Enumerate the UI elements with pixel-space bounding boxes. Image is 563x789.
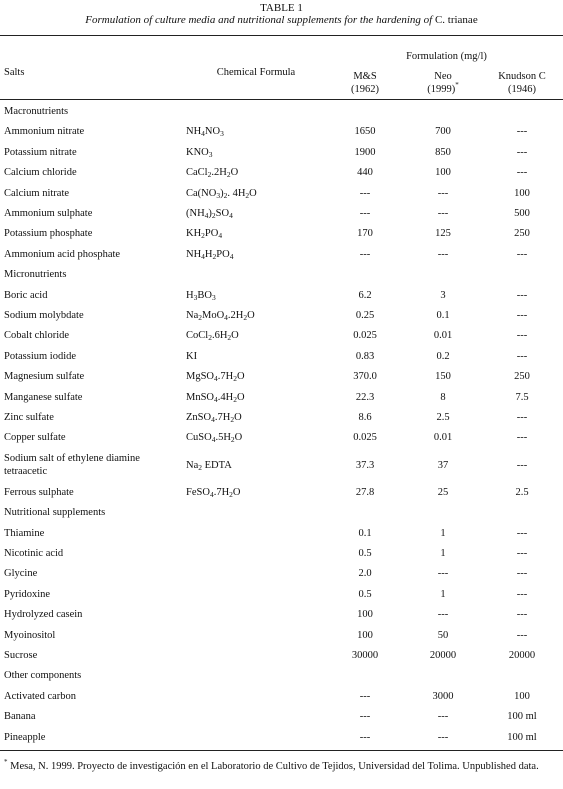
footnote-mark: * — [4, 758, 8, 766]
row-value-ms: 100 — [357, 609, 373, 621]
caption-species: C. trianae — [434, 14, 478, 26]
table-title: TABLE 1 — [260, 2, 303, 14]
row-value-knudson: --- — [516, 588, 528, 600]
row-salt-name: Ammonium acid phosphate — [4, 248, 121, 260]
row-salt-name: Calcium chloride — [4, 167, 77, 179]
row-value-neo: 3000 — [432, 690, 454, 702]
row-value-knudson: 100 — [514, 187, 530, 199]
table-caption — [0, 14, 563, 26]
row-salt-name: Zinc sulfate — [4, 412, 54, 423]
row-formula: $H_3BO_3$ — [186, 289, 216, 302]
row-value-ms: 8.6 — [358, 412, 372, 423]
row-formula: $ZnSO_4.7H_2O$ — [186, 412, 242, 424]
row-formula: $FeSO_4.7H_2O$ — [186, 486, 241, 499]
row-value-ms: 0.5 — [358, 588, 372, 600]
row-salt-name: Ammonium nitrate — [4, 126, 85, 138]
row-value-neo: --- — [437, 248, 449, 260]
row-value-neo: 850 — [435, 146, 451, 158]
row-value-ms: --- — [359, 248, 371, 260]
row-value-neo: 125 — [435, 228, 451, 240]
row-value-neo: --- — [437, 711, 449, 723]
row-formula: $NH_4NO_3$ — [186, 126, 224, 139]
row-salt-name-cont: tetraacetic — [4, 465, 48, 477]
row-value-neo: --- — [437, 187, 449, 199]
row-value-neo: 50 — [437, 629, 449, 641]
row-formula: $(NH_4)_2SO_4$ — [186, 208, 233, 220]
row-value-knudson: 100 ml — [507, 731, 537, 743]
row-salt-name: Sodium salt of ethylene diamine — [4, 452, 140, 464]
row-value-knudson: 250 — [514, 228, 530, 240]
row-value-ms: 22.3 — [355, 391, 375, 403]
header-rule — [0, 99, 563, 100]
row-value-knudson: --- — [516, 609, 528, 621]
row-value-knudson: --- — [516, 126, 528, 138]
row-value-ms: 0.1 — [358, 527, 372, 539]
row-value-neo: 37 — [437, 459, 449, 471]
row-value-ms: 440 — [357, 167, 373, 179]
row-value-ms: 0.25 — [355, 310, 375, 321]
header-formulation: Formulation (mg/l) — [406, 51, 487, 62]
row-value-knudson: --- — [516, 167, 528, 179]
neo-year-text: (1999) — [427, 84, 456, 95]
row-value-ms: --- — [359, 711, 371, 723]
row-salt-name: Ferrous sulphate — [4, 486, 74, 498]
row-value-knudson: --- — [516, 629, 528, 641]
row-salt-name: Sucrose — [4, 650, 38, 661]
header-formula: Chemical Formula — [216, 67, 296, 78]
row-value-neo: 0.2 — [436, 350, 450, 362]
row-salt-name: Boric acid — [4, 289, 48, 301]
row-value-ms: --- — [359, 208, 371, 219]
header-ms: M&S — [353, 71, 377, 82]
row-value-ms: 370.0 — [353, 371, 377, 383]
row-value-neo: 1 — [440, 548, 446, 559]
row-value-knudson: --- — [516, 412, 528, 423]
row-value-knudson: --- — [516, 248, 528, 260]
row-value-ms: --- — [359, 690, 371, 702]
footnote-text: Mesa, N. 1999. Proyecto de investigación en el Laboratorio de Cultivo de Tejidos, Universidad del Tolima. Unpublished data. — [7, 761, 539, 772]
row-salt-name: Calcium nitrate — [4, 187, 70, 199]
row-salt-name: Banana — [4, 711, 36, 723]
row-value-neo: 20000 — [429, 650, 457, 661]
row-formula: $Na_2$ EDTA — [186, 459, 232, 472]
row-value-knudson: --- — [516, 330, 528, 342]
row-value-neo: 8 — [440, 391, 446, 403]
row-value-neo: 150 — [435, 371, 451, 383]
row-value-ms: 1900 — [354, 146, 376, 158]
header-knudson-year: (1946) — [508, 84, 536, 95]
row-value-neo: 100 — [435, 167, 451, 179]
row-value-knudson: --- — [516, 350, 528, 362]
row-salt-name: Magnesium sulfate — [4, 371, 85, 383]
row-value-knudson: 20000 — [508, 650, 536, 661]
row-formula: $KNO_3$ — [186, 146, 213, 159]
row-salt-name: Cobalt chloride — [4, 330, 70, 342]
row-value-neo: 3 — [440, 289, 446, 301]
row-salt-name: Sodium molybdate — [4, 310, 84, 321]
row-value-ms: 2.0 — [358, 568, 372, 580]
row-value-ms: 0.5 — [358, 548, 372, 559]
caption-text: Formulation of culture media and nutritional supplements for the hardening of — [85, 14, 435, 26]
row-salt-name: Potassium phosphate — [4, 228, 93, 240]
row-value-ms: 6.2 — [358, 289, 372, 301]
row-value-neo: 0.01 — [433, 432, 453, 444]
row-value-neo: --- — [437, 731, 449, 743]
row-value-knudson: --- — [516, 568, 528, 580]
row-value-knudson: 2.5 — [515, 486, 529, 498]
row-value-knudson: 7.5 — [515, 391, 529, 403]
row-value-neo: 0.1 — [436, 310, 450, 321]
row-value-neo: 25 — [437, 486, 449, 498]
row-value-ms: --- — [359, 731, 371, 743]
row-value-knudson: --- — [516, 527, 528, 539]
row-salt-name: Pyridoxine — [4, 588, 51, 600]
row-value-ms: 1650 — [354, 126, 376, 138]
row-value-neo: 1 — [440, 527, 446, 539]
row-salt-name: Hydrolyzed casein — [4, 609, 83, 621]
row-formula: $CoCl_2.6H_2O$ — [186, 330, 239, 343]
row-value-knudson: 100 ml — [507, 711, 537, 723]
row-formula: $Na_2MoO_4.2H_2O$ — [186, 310, 255, 322]
row-salt-name: Manganese sulfate — [4, 391, 83, 403]
section-heading: Nutritional supplements — [4, 507, 106, 519]
section-heading: Micronutrients — [4, 269, 67, 281]
row-value-knudson: --- — [516, 548, 528, 559]
row-salt-name: Glycine — [4, 568, 38, 580]
row-salt-name: Copper sulfate — [4, 432, 66, 444]
row-formula: $MnSO_4.4H_2O$ — [186, 391, 245, 404]
row-salt-name: Potassium nitrate — [4, 146, 77, 158]
bottom-rule — [0, 750, 563, 751]
row-value-neo: --- — [437, 208, 449, 219]
row-salt-name: Activated carbon — [4, 690, 77, 702]
row-value-neo: --- — [437, 568, 449, 580]
row-value-neo: 700 — [435, 126, 451, 138]
section-heading: Macronutrients — [4, 106, 69, 117]
row-value-ms: 170 — [357, 228, 373, 240]
row-value-neo: --- — [437, 609, 449, 621]
row-value-ms: 0.025 — [353, 432, 377, 444]
row-salt-name: Nicotinic acid — [4, 548, 64, 559]
row-value-knudson: 500 — [514, 208, 530, 219]
row-value-ms: 0.83 — [355, 350, 375, 362]
row-value-knudson: --- — [516, 146, 528, 158]
row-value-knudson: 250 — [514, 371, 530, 383]
footnote-marker: * — [455, 81, 459, 89]
row-salt-name: Potassium iodide — [4, 350, 77, 362]
row-value-ms: 37.3 — [355, 459, 375, 471]
row-value-knudson: --- — [516, 310, 528, 321]
row-value-knudson: --- — [516, 432, 528, 444]
header-salts: Salts — [4, 67, 25, 78]
row-value-ms: --- — [359, 187, 371, 199]
row-salt-name: Ammonium sulphate — [4, 208, 93, 219]
row-value-knudson: --- — [516, 459, 528, 471]
row-formula: $MgSO_4.7H_2O$ — [186, 371, 245, 384]
row-value-ms: 0.025 — [353, 330, 377, 342]
header-ms-year: (1962) — [351, 84, 379, 95]
row-value-ms: 100 — [357, 629, 373, 641]
row-value-knudson: --- — [516, 289, 528, 301]
row-value-ms: 30000 — [351, 650, 379, 661]
header-knudson: Knudson C — [498, 71, 546, 82]
row-value-ms: 27.8 — [355, 486, 375, 498]
header-neo-year — [405, 81, 481, 96]
footnote — [4, 760, 560, 773]
header-neo: Neo — [434, 71, 452, 82]
row-formula: $CaCl_2.2H_2O$ — [186, 167, 239, 180]
row-salt-name: Thiamine — [4, 527, 45, 539]
row-formula: $KH_2PO_4$ — [186, 228, 223, 241]
top-rule — [0, 35, 563, 36]
row-formula: $Ca(NO_3)_2$. $4H_2O$ — [186, 187, 257, 200]
row-formula: KI — [186, 350, 198, 362]
row-value-neo: 1 — [440, 588, 446, 600]
row-salt-name: Pineapple — [4, 731, 46, 743]
row-value-neo: 0.01 — [433, 330, 453, 342]
row-value-neo: 2.5 — [436, 412, 450, 423]
row-value-knudson: 100 — [514, 690, 530, 702]
row-salt-name: Myoinositol — [4, 629, 56, 641]
row-formula: $NH_4H_2PO_4$ — [186, 248, 234, 261]
row-formula: $CuSO_4.5H_2O$ — [186, 432, 243, 445]
section-heading: Other components — [4, 670, 82, 682]
